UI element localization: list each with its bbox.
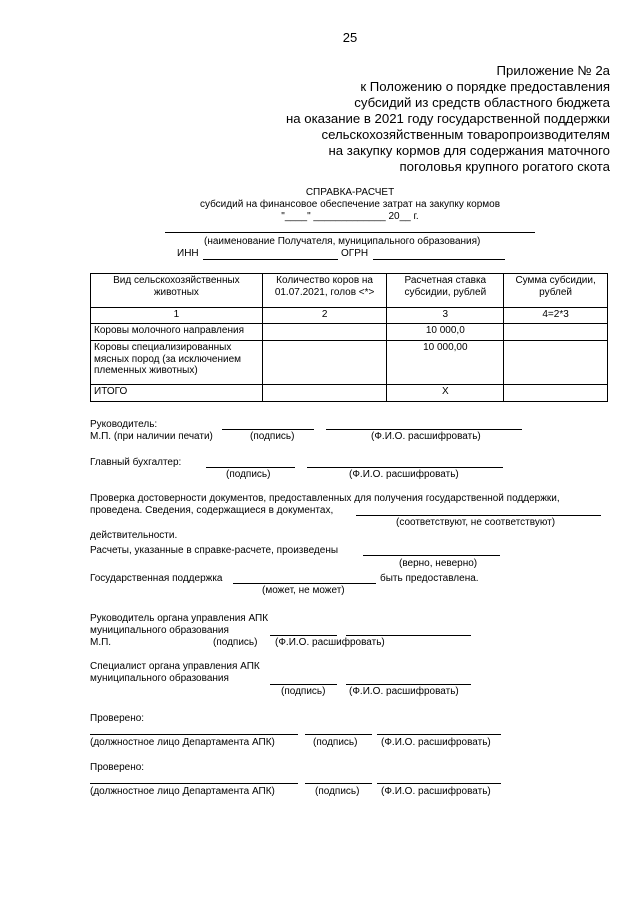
row-count[interactable] [262, 341, 387, 385]
row-rate: 10 000,00 [387, 341, 504, 385]
signature-caption: (подпись) [313, 737, 358, 748]
appendix-line: на оказание в 2021 году государственной поддержки [285, 111, 610, 126]
accountant-label: Главный бухгалтер: [90, 457, 182, 468]
ogrn-field[interactable] [373, 259, 505, 260]
head-label: Руководитель: [90, 419, 158, 430]
official-fio-line[interactable] [377, 734, 501, 735]
table-row [91, 341, 608, 385]
document-subtitle: субсидий на финансовое обеспечение затрат на закупку кормов [199, 199, 501, 210]
verification-text: действительности. [90, 530, 178, 541]
row-count[interactable] [262, 324, 387, 341]
column-number: 1 [91, 308, 263, 324]
calc-caption: (верно, неверно) [399, 558, 478, 569]
column-number: 4=2*3 [504, 308, 608, 324]
column-number: 3 [387, 308, 504, 324]
row-name: ИТОГО [91, 385, 263, 402]
accountant-signature-line[interactable] [206, 467, 295, 468]
calc-result-line[interactable] [363, 555, 500, 556]
apk-head-label: муниципального образования [90, 625, 229, 636]
verification-caption: (соответствуют, не соответствуют) [396, 517, 556, 528]
table-number-row [91, 308, 608, 324]
head-signature-line[interactable] [222, 429, 314, 430]
official-caption: (должностное лицо Департамента АПК) [90, 786, 275, 797]
signature-caption: (подпись) [226, 469, 271, 480]
apk-specialist-label: муниципального образования [90, 673, 229, 684]
official-signature-line[interactable] [305, 783, 372, 784]
appendix-line: сельскохозяйственным товаропроизводителям [321, 127, 610, 142]
apk-head-label: Руководитель органа управления АПК [90, 613, 269, 624]
official-caption: (должностное лицо Департамента АПК) [90, 737, 275, 748]
row-count[interactable] [262, 385, 387, 402]
page-number: 25 [342, 30, 358, 45]
subsidy-table [90, 273, 608, 402]
support-caption: (может, не может) [262, 585, 345, 596]
fio-caption: (Ф.И.О. расшифровать) [349, 469, 459, 480]
row-sum[interactable] [504, 385, 608, 402]
appendix-line: поголовья крупного рогатого скота [399, 159, 610, 174]
table-row [91, 324, 608, 341]
row-sum[interactable] [504, 324, 608, 341]
row-name: Коровы специализированных мясных пород (за исключением племенных животных) [91, 341, 263, 385]
support-text-end: быть предоставлена. [380, 573, 479, 584]
ogrn-label: ОГРН [341, 248, 369, 259]
table-total-row [91, 385, 608, 402]
official-line[interactable] [90, 783, 298, 784]
table-header-row [91, 274, 608, 308]
row-sum[interactable] [504, 341, 608, 385]
signature-caption: (подпись) [315, 786, 360, 797]
inn-field[interactable] [203, 259, 338, 260]
apk-specialist-fio-line[interactable] [346, 684, 471, 685]
column-number: 2 [262, 308, 387, 324]
signature-caption: (подпись) [250, 431, 295, 442]
accountant-fio-line[interactable] [307, 467, 503, 468]
fio-caption: (Ф.И.О. расшифровать) [371, 431, 481, 442]
head-fio-line[interactable] [326, 429, 522, 430]
signature-caption: (подпись) [281, 686, 326, 697]
apk-specialist-label: Специалист органа управления АПК [90, 661, 260, 672]
calc-text: Расчеты, указанные в справке-расчете, произведены [90, 545, 339, 556]
header-animal-type: Вид сельскохозяйственных животных [91, 274, 263, 308]
checked-label: Проверено: [90, 762, 145, 773]
row-rate: 10 000,0 [387, 324, 504, 341]
official-signature-line[interactable] [305, 734, 372, 735]
row-name: Коровы молочного направления [91, 324, 263, 341]
apk-head-fio-line[interactable] [346, 635, 471, 636]
apk-head-signature-line[interactable] [270, 635, 337, 636]
document-title: СПРАВКА-РАСЧЕТ [305, 187, 395, 198]
fio-caption: (Ф.И.О. расшифровать) [349, 686, 459, 697]
appendix-line: субсидий из средств областного бюджета [354, 95, 610, 110]
apk-specialist-signature-line[interactable] [270, 684, 337, 685]
fio-caption: (Ф.И.О. расшифровать) [381, 737, 491, 748]
date-line: "____" _____________ 20__ г. [281, 211, 419, 222]
appendix-line: на закупку кормов для содержания маточного [328, 143, 610, 158]
verification-text: Проверка достоверности документов, предоставленных для получения государственной поддержки, [90, 493, 560, 504]
fio-caption: (Ф.И.О. расшифровать) [275, 637, 385, 648]
official-line[interactable] [90, 734, 298, 735]
verification-text: проведена. Сведения, содержащиеся в документах, [90, 505, 334, 516]
signature-caption: (подпись) [213, 637, 258, 648]
stamp-label: М.П. (при наличии печати) [90, 431, 213, 442]
fio-caption: (Ф.И.О. расшифровать) [381, 786, 491, 797]
appendix-line: к Положению о порядке предоставления [360, 79, 610, 94]
recipient-name-line[interactable] [165, 232, 535, 233]
support-text: Государственная поддержка [90, 573, 223, 584]
checked-label: Проверено: [90, 713, 145, 724]
verification-result-line[interactable] [356, 515, 601, 516]
support-result-line[interactable] [233, 583, 376, 584]
row-rate: Х [387, 385, 504, 402]
appendix-line: Приложение № 2а [496, 63, 610, 78]
apk-stamp-label: М.П. [90, 637, 112, 648]
header-rate: Расчетная ставка субсидии, рублей [387, 274, 504, 308]
header-sum: Сумма субсидии, рублей [504, 274, 608, 308]
header-cow-count: Количество коров на 01.07.2021, голов <*> [262, 274, 387, 308]
recipient-caption: (наименование Получателя, муниципального образования) [204, 236, 481, 247]
inn-label: ИНН [177, 248, 199, 259]
official-fio-line[interactable] [377, 783, 501, 784]
